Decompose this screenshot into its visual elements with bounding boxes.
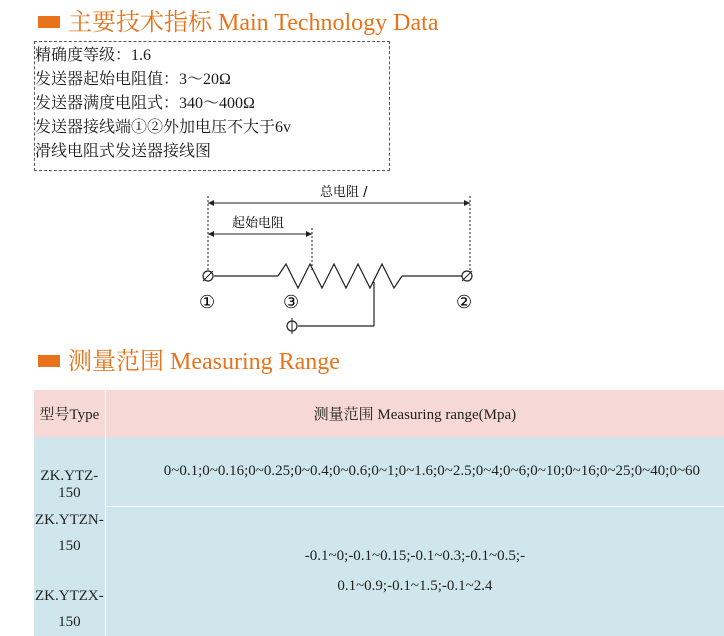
section-title-tech: 主要技术指标 Main Technology Data: [68, 9, 439, 36]
table-header-row: [34, 390, 724, 437]
arrow-left-small-icon: [208, 231, 214, 237]
section-title-range: 测量范围 Measuring Range: [68, 348, 340, 375]
range-negative-line-1: -0.1~0;-0.1~0.15;-0.1~0.3;-0.1~0.5;-: [304, 548, 526, 565]
spec-line-voltage: 发送器接线端①②外加电压不大于6v: [35, 119, 292, 136]
section-header-range: [38, 343, 340, 373]
total-resistance-label: 总电阻 /: [320, 185, 368, 200]
start-resistance-label: 起始电阻: [232, 216, 285, 231]
arrow-left-icon: [208, 200, 214, 206]
spec-line-accuracy: 精确度等级：1.6: [35, 47, 152, 64]
resistor-zigzag: [278, 264, 402, 288]
range-cell-negative: [105, 506, 724, 636]
terminal-3-label: ③: [283, 292, 300, 313]
type-cell-2: ZK.YTZN-150: [35, 512, 104, 554]
type-cell-3: ZK.YTZX-150: [35, 588, 104, 630]
terminal-left-icon: [203, 271, 213, 281]
range-table: [34, 390, 724, 636]
arrow-right-icon: [464, 200, 470, 206]
table-row: [34, 437, 724, 506]
range-cell-positive: 0~0.1;0~0.16;0~0.25;0~0.4;0~0.6;0~1;0~1.6;0~2.5;0~4;0~6;0~10;0~16;0~25;0~40;0~60: [105, 437, 724, 506]
wiring-diagram: [0, 172, 638, 344]
col-header-type: 型号Type: [34, 390, 105, 437]
table-row: [34, 506, 724, 636]
spec-line-start-resistance: 发送器起始电阻值：3～20Ω: [35, 71, 231, 88]
spec-line-full-resistance: 发送器满度电阻式：340～400Ω: [35, 95, 255, 112]
col-header-range: 测量范围 Measuring range(Mpa): [105, 390, 724, 437]
type-cell-group: [34, 506, 105, 636]
terminal-2-label: ②: [456, 292, 473, 313]
section-header-tech: [38, 4, 439, 34]
arrow-right-small-icon: [306, 231, 312, 237]
type-cell-1: ZK.YTZ-150: [34, 437, 105, 506]
spec-box: [34, 41, 390, 171]
bullet-icon: [38, 16, 60, 28]
bullet-icon: [38, 355, 60, 367]
terminal-right-icon: [462, 271, 472, 281]
terminal-1-label: ①: [199, 292, 216, 313]
spec-line-diagram-caption: 滑线电阻式发送器接线图: [35, 143, 212, 160]
range-negative-line-2: 0.1~0.9;-0.1~1.5;-0.1~2.4: [337, 578, 493, 595]
terminal-wiper-icon: [287, 318, 297, 334]
